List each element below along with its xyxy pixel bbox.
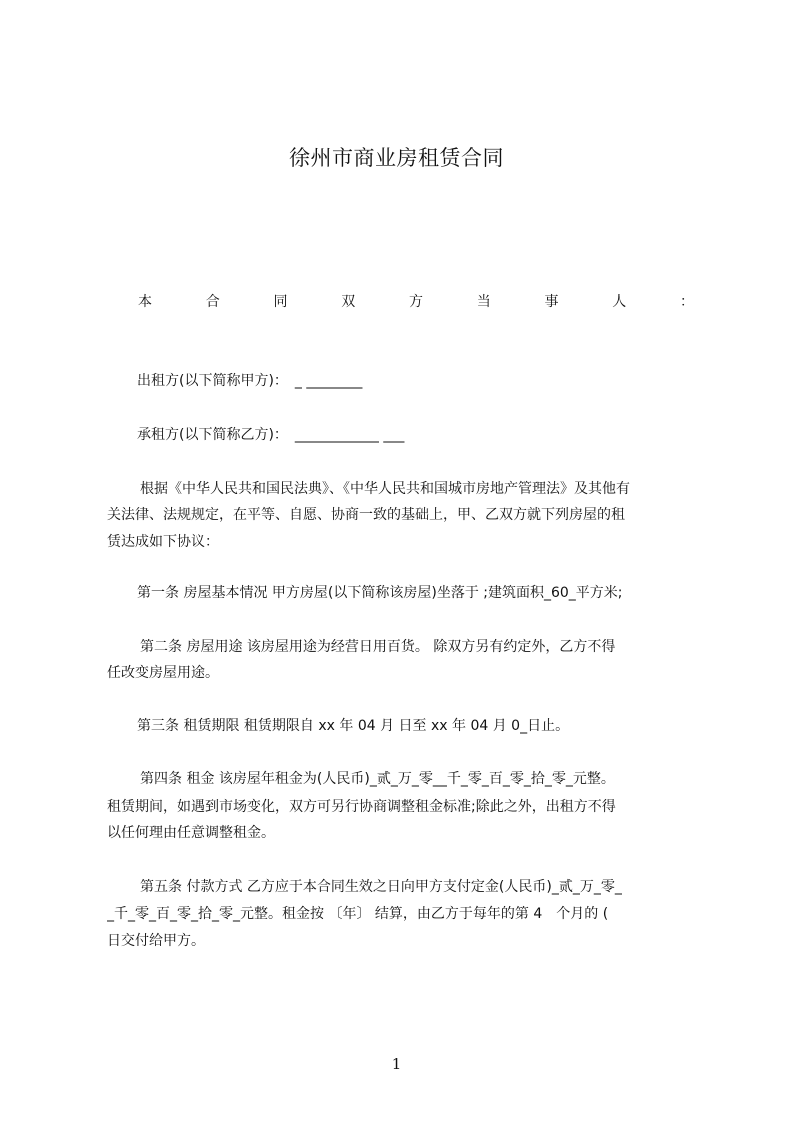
page-number: 1 [391, 1055, 402, 1073]
parties-heading-char: 人 [612, 294, 627, 310]
preamble-line: 赁达成如下协议： [107, 534, 219, 550]
parties-heading-char: 当 [476, 294, 491, 310]
article-2-line: 任改变房屋用途。 [107, 665, 219, 681]
parties-heading-char: 本 [138, 294, 152, 310]
article-5-line: 日交付给甲方。 [107, 933, 205, 949]
article-2-line: 第二条 房屋用途 该房屋用途为经营日用百货。 除双方另有约定外，乙方不得 [140, 639, 616, 655]
parties-heading [138, 291, 694, 311]
article-4-line: 第四条 租金 该房屋年租金为(人民币)_贰_万_零__千_零_百_零_拾_零_元整。 [140, 771, 615, 787]
lessor-line: 出租方(以下简称甲方)： _ ________ [137, 373, 363, 389]
contract-title: 徐州市商业房租赁合同 [289, 146, 504, 170]
preamble-line: 根据《中华人民共和国民法典》、《中华人民共和国城市房地产管理法》及其他有 [140, 481, 630, 497]
article-1-line: 第一条 房屋基本情况 甲方房屋(以下简称该房屋)坐落于 ;建筑面积_60_平方米; [137, 585, 623, 601]
article-4-line: 以任何理由任意调整租金。 [107, 825, 275, 841]
parties-heading-char: 合 [205, 294, 220, 310]
parties-heading-char: 方 [409, 294, 423, 310]
lessee-line: 承租方(以下简称乙方)： ____________ ___ [137, 427, 405, 443]
article-4-line: 租赁期间，如遇到市场变化，双方可另行协商调整租金标准;除此之外，出租方不得 [107, 799, 616, 815]
parties-heading-char: 同 [273, 294, 288, 310]
parties-heading-char: 事 [544, 294, 559, 310]
preamble-line: 关法律、法规规定，在平等、自愿、协商一致的基础上，甲、乙双方就下列房屋的租 [107, 507, 625, 523]
parties-heading-char: 双 [341, 294, 356, 310]
parties-heading-char: ： [680, 294, 694, 310]
article-3-line: 第三条 租赁期限 租赁期限自 xx 年 04 月 日至 xx 年 04 月 0_日止。 [137, 718, 570, 734]
article-5-line: 第五条 付款方式 乙方应于本合同生效之日向甲方支付定金(人民币)_贰_万_零_ [140, 879, 622, 895]
article-5-line: _千_零_百_零_拾_零_元整。租金按 〔年〕 结算，由乙方于每年的第 4 个月的 ( [107, 906, 609, 922]
